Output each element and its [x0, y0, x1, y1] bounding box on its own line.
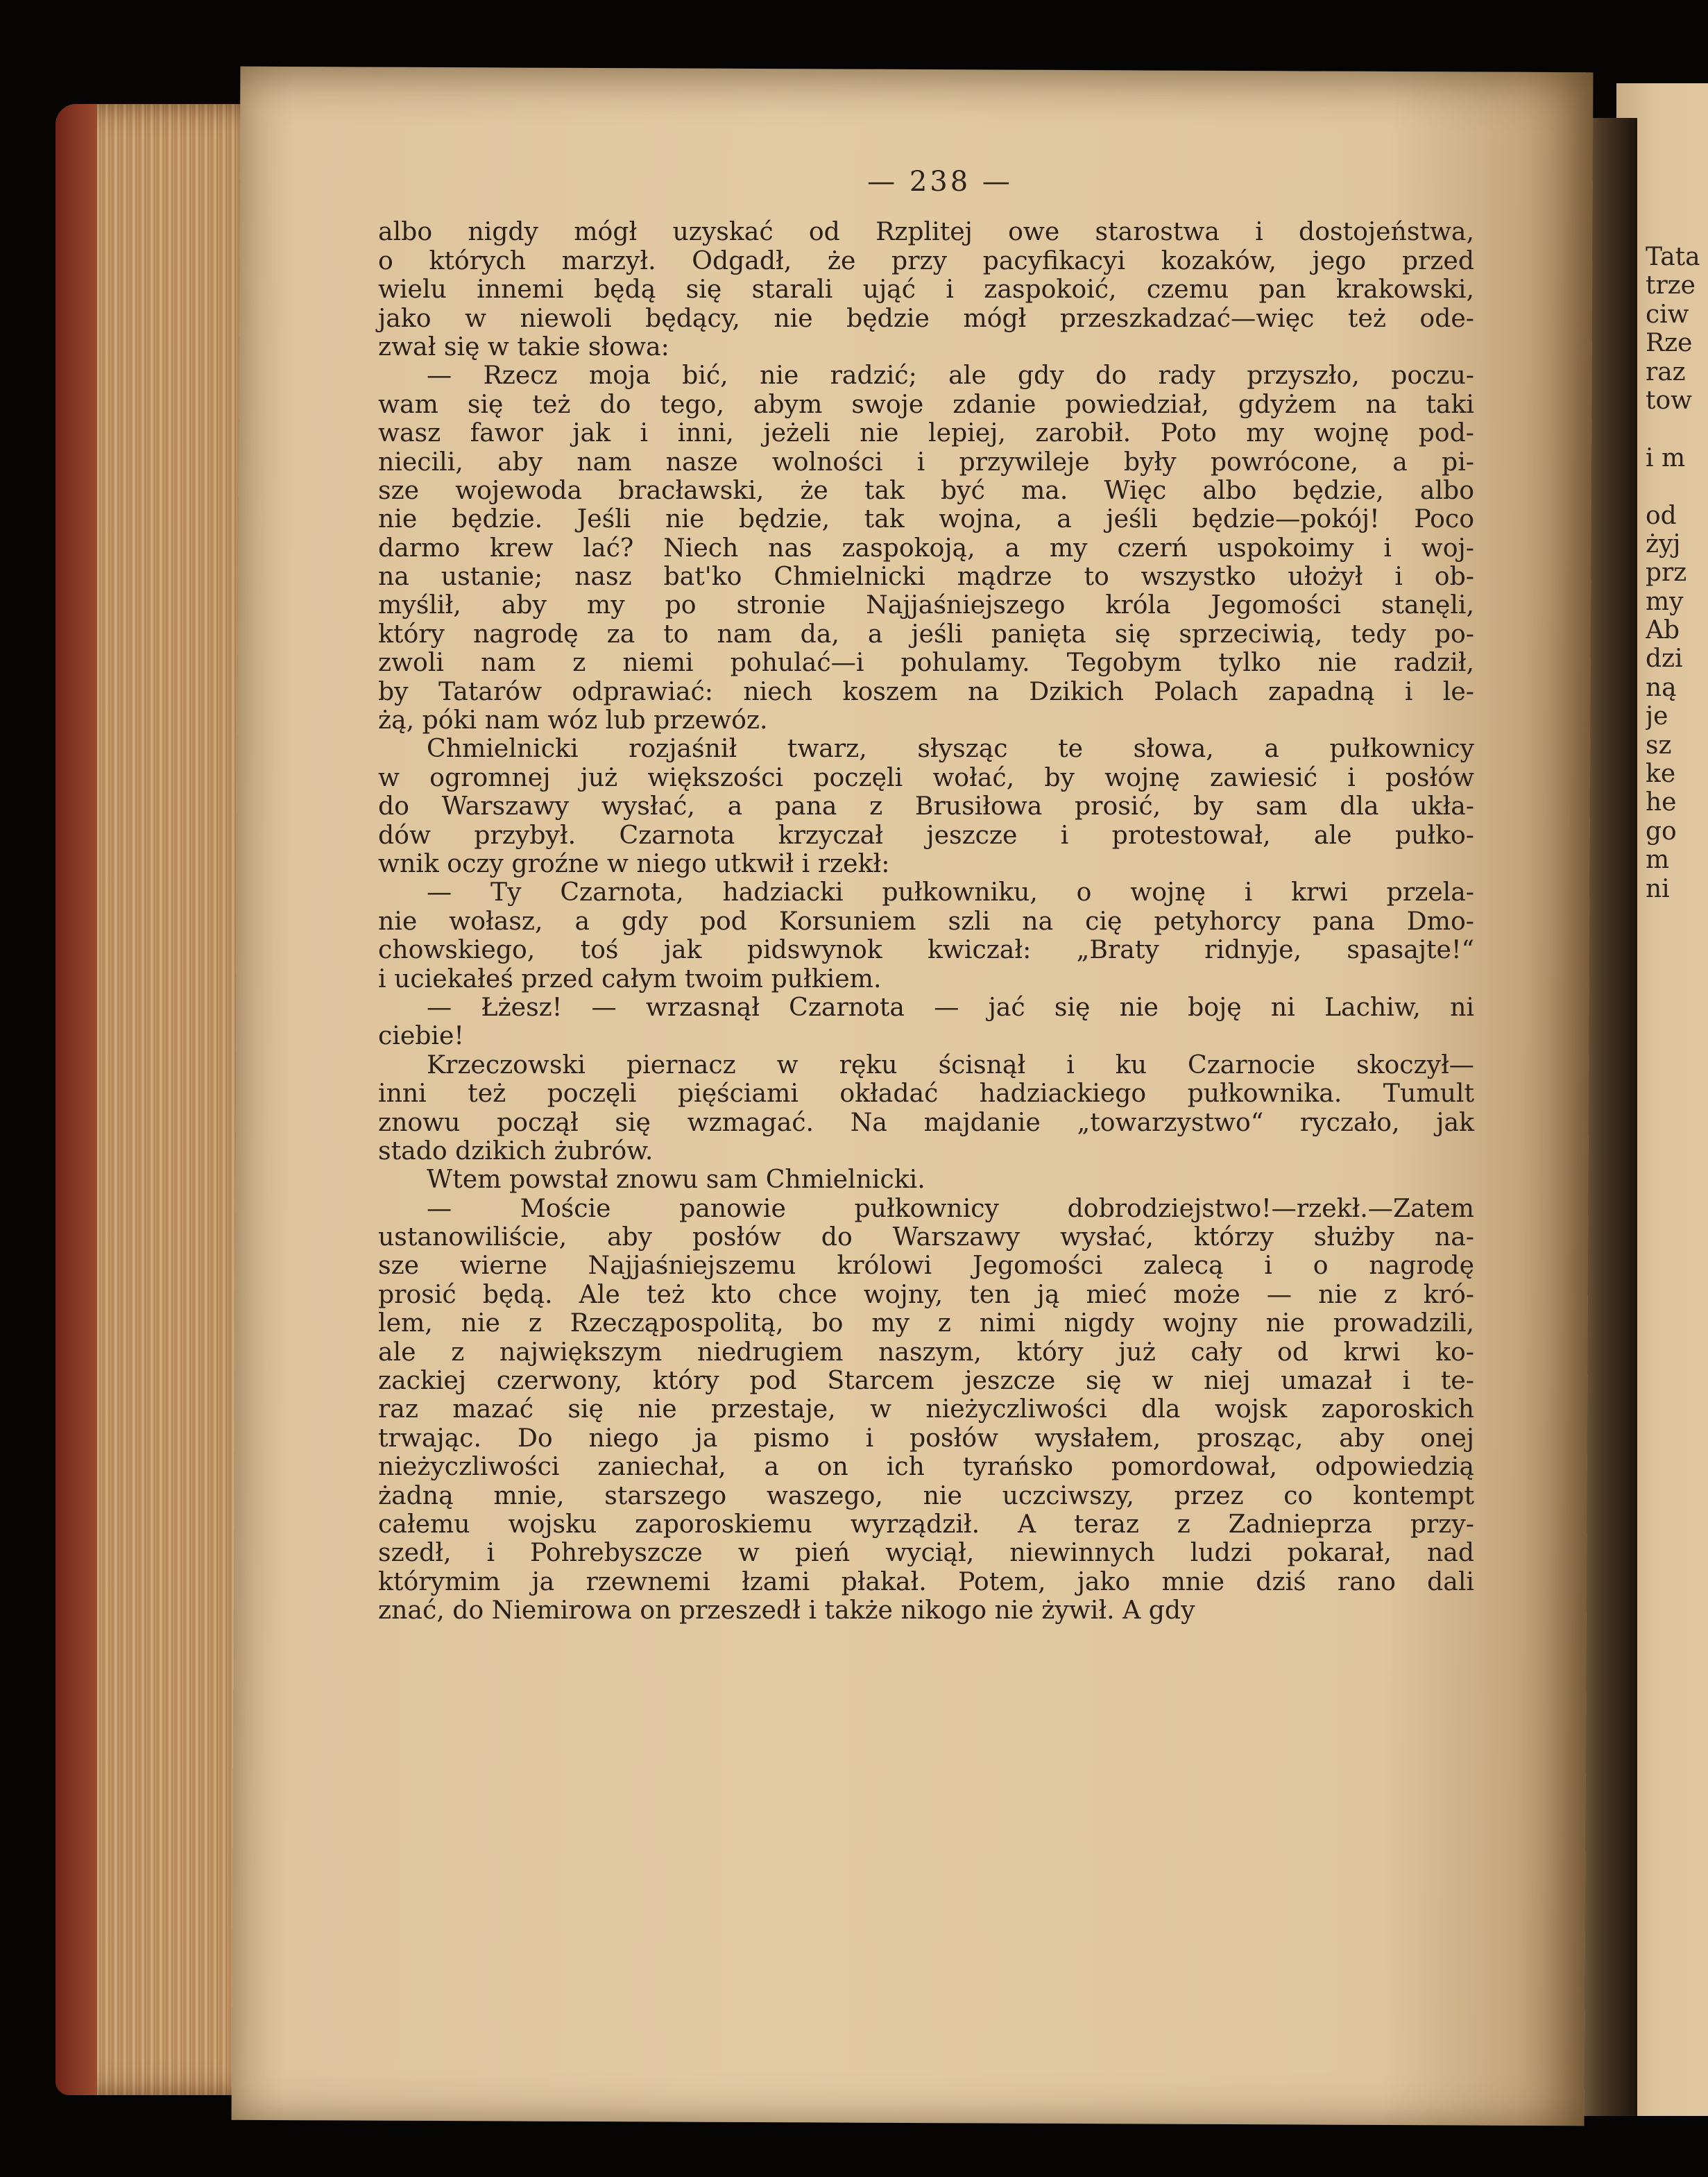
- text-line: raz mazać się nie przestaje, w nieżyczliwości dla wojsk zaporoskich: [378, 1394, 1474, 1424]
- text-line: prosić będą. Ale też kto chce wojny, ten ją mieć może — nie z kró-: [378, 1279, 1474, 1309]
- text-line: w ogromnej już większości poczęli wołać, by wojnę zawiesić i posłów: [378, 762, 1474, 792]
- facing-page-fragment: sz: [1646, 731, 1672, 760]
- text-line: chowskiego, toś jak pidswynok kwiczał: „Braty ridnyje, spasajte!“: [378, 934, 1474, 965]
- text-line: który nagrodę za to nam da, a jeśli panięta się sprzeciwią, tedy po-: [378, 618, 1474, 649]
- text-line: znowu począł się wzmagać. Na majdanie „towarzystwo“ ryczało, jak: [378, 1107, 1474, 1137]
- text-line: jako w niewoli będący, nie będzie mógł przeszkadzać—więc też ode-: [378, 302, 1474, 333]
- text-line: Chmielnicki rozjaśnił twarz, słysząc te słowa, a pułkownicy: [427, 733, 1474, 764]
- page-text: [378, 168, 1474, 1625]
- text-line: stado dzikich żubrów.: [378, 1135, 654, 1166]
- facing-page-fragment: m: [1646, 846, 1670, 875]
- facing-page-fragment: raz: [1646, 357, 1686, 386]
- facing-page-fragment: go: [1646, 817, 1677, 846]
- text-line: myślił, aby my po stronie Najjaśniejszego króla Jegomości stanęli,: [378, 590, 1474, 620]
- facing-page-fragment: prz: [1646, 558, 1687, 588]
- text-line: — Łżesz! — wrzasnął Czarnota — jać się nie boję ni Lachiw, ni: [427, 991, 1474, 1022]
- text-line: i uciekałeś przed całym twoim pułkiem.: [378, 963, 882, 993]
- text-line: wielu innemi będą się starali ująć i zaspokoić, czemu pan krakowski,: [378, 274, 1474, 305]
- text-line: ciebie!: [378, 1021, 464, 1051]
- text-line: dów przybył. Czarnota krzyczał jeszcze i protestował, ale pułko-: [378, 819, 1474, 850]
- facing-page-fragment: ciw: [1646, 300, 1689, 329]
- text-line: szedł, i Pohrebyszcze w pień wyciął, niewinnych ludzi pokarał, nad: [378, 1537, 1474, 1568]
- facing-page-fragment: ke: [1646, 760, 1676, 789]
- text-line: do Warszawy wysłać, a pana z Brusiłowa prosić, by sam dla ukła-: [378, 791, 1474, 821]
- text-line: nieżyczliwości zaniechał, a on ich tyrańsko pomordował, odpowiedzią: [378, 1451, 1474, 1482]
- text-line: — Ty Czarnota, hadziacki pułkowniku, o wojnę i krwi przela-: [427, 877, 1474, 907]
- facing-page-fragment: Rze: [1646, 329, 1693, 358]
- text-line: by Tatarów odprawiać: niech koszem na Dzikich Polach zapadną i le-: [378, 676, 1474, 706]
- text-line: lem, nie z Rzecząpospolitą, bo my z nimi nigdy wojny nie prowadzili,: [378, 1308, 1474, 1338]
- text-line: którymim ja rzewnemi łzami płakał. Potem, jako mnie dziś rano dali: [378, 1566, 1474, 1596]
- text-line: zackiej czerwony, który pod Starcem jeszcze się w niej umazał i te-: [378, 1365, 1474, 1396]
- text-line: nie będzie. Jeśli nie będzie, tak wojna, a jeśli będzie—pokój! Poco: [378, 504, 1474, 534]
- book-cover-edge: [55, 104, 97, 2095]
- facing-page-fragment: [1646, 415, 1708, 443]
- facing-page-fragment: od: [1646, 501, 1677, 530]
- facing-page-fragment: ni: [1646, 874, 1670, 903]
- text-line: sze wojewoda bracławski, że tak być ma. Więc albo będzie, albo: [378, 475, 1474, 505]
- text-line: albo nigdy mógł uzyskać od Rzplitej owe starostwa i dostojeństwa,: [378, 216, 1474, 247]
- text-line: zwał się w takie słowa:: [378, 331, 669, 361]
- facing-page-fragment: Tata: [1646, 243, 1700, 271]
- text-line: nie wołasz, a gdy pod Korsuniem szli na cię petyhorcy pana Dmo-: [378, 905, 1474, 936]
- text-line: na ustanie; nasz bat'ko Chmielnicki mądrze to wszystko ułożył i ob-: [378, 561, 1474, 592]
- facing-page-fragment: żyj: [1646, 529, 1681, 558]
- facing-page-fragment: my: [1646, 587, 1684, 616]
- facing-page-fragment: dzi: [1646, 644, 1683, 674]
- text-line: sze wierne Najjaśniejszemu królowi Jegomości zalecą i o nagrodę: [378, 1250, 1474, 1281]
- text-line: ale z największym niedrugiem naszym, który już cały od krwi ko-: [378, 1336, 1474, 1367]
- text-line: żą, póki nam wóz lub przewóz.: [378, 705, 768, 735]
- text-line: darmo krew lać? Niech nas zaspokoją, a my czerń uspokoimy i woj-: [378, 532, 1474, 563]
- facing-page-fragment: i m: [1646, 443, 1686, 472]
- facing-page-fragment: ną: [1646, 673, 1677, 702]
- text-line: zwoli nam z niemi pohulać—i pohulamy. Tegobym tylko nie radził,: [378, 647, 1474, 678]
- facing-page-text: [1646, 243, 1708, 903]
- text-line: wnik oczy groźne w niego utkwił i rzekł:: [378, 848, 890, 878]
- page-number: — 238 —: [867, 166, 1013, 198]
- text-line: inni też poczęli pięściami okładać hadziackiego pułkownika. Tumult: [378, 1078, 1474, 1109]
- text-line: ustanowiliście, aby posłów do Warszawy wysłać, którzy służby na-: [378, 1222, 1474, 1252]
- text-line: całemu wojsku zaporoskiemu wyrządził. A teraz z Zadnieprza przy-: [378, 1508, 1474, 1539]
- text-line: o których marzył. Odgadł, że przy pacyfikacyi kozaków, jego przed: [378, 245, 1474, 275]
- text-line: wam się też do tego, abym swoje zdanie powiedział, gdyżem na taki: [378, 389, 1474, 419]
- facing-page-fragment: je: [1646, 702, 1668, 731]
- facing-page-fragment: trze: [1646, 271, 1696, 300]
- facing-page-fragment: he: [1646, 788, 1677, 817]
- text-line: — Rzecz moja bić, nie radzić; ale gdy do rady przyszło, poczu-: [427, 360, 1474, 391]
- facing-page-fragment: tow: [1646, 386, 1692, 415]
- text-line: znać, do Niemirowa on przeszedł i także nikogo nie żywił. A gdy: [378, 1595, 1195, 1625]
- facing-page-fragment: Ab: [1646, 616, 1680, 645]
- text-line: trwając. Do niego ja pismo i posłów wysłałem, prosząc, aby onej: [378, 1422, 1474, 1453]
- text-line: żadną mnie, starszego waszego, nie uczciwszy, przez co kontempt: [378, 1480, 1474, 1510]
- text-line: wasz fawor jak i inni, jeżeli nie lepiej, zarobił. Poto my wojnę pod-: [378, 418, 1474, 448]
- text-line: — Moście panowie pułkownicy dobrodziejstwo!—rzekł.—Zatem: [427, 1193, 1474, 1223]
- text-line: niecili, aby nam nasze wolności i przywileje były powrócone, a pi-: [378, 446, 1474, 477]
- text-line: Wtem powstał znowu sam Chmielnicki.: [427, 1164, 925, 1195]
- text-lines: [378, 217, 1474, 1624]
- facing-page-fragment: [1646, 472, 1708, 501]
- text-line: Krzeczowski piernacz w ręku ścisnął i ku Czarnocie skoczył—: [427, 1049, 1474, 1079]
